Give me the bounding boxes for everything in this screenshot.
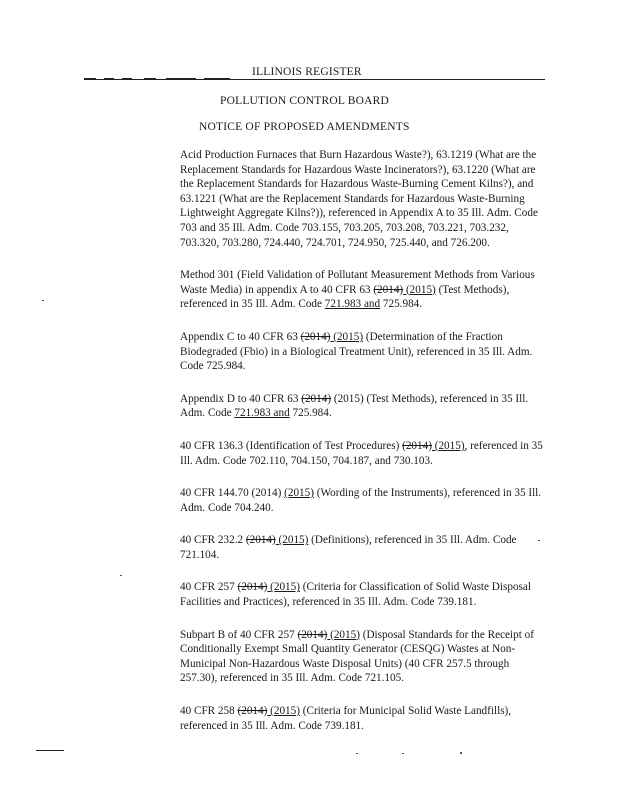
deleted-text: (2014) (245, 534, 276, 547)
scan-speck (460, 752, 462, 754)
deleted-text: (2014) (300, 330, 331, 343)
paragraph (180, 148, 546, 250)
inserted-text: (2015) (267, 581, 300, 594)
paragraph (180, 392, 546, 421)
paragraph (180, 330, 546, 374)
inserted-text: (2015) (267, 705, 300, 718)
paragraph-text: Acid Production Furnaces that Burn Hazardous Waste?), 63.1219 (What are the Replacement Standards for Hazardous Waste Incinerators?), 63.1220 (What are the Replacement Standards for Hazardous Waste-Burning Cement Kilns?), and 63.1221 (What are the Replacement Standards for Hazardous Waste-Burning Lightweight Aggregate Kilns?)), referenced in Appendix A to 35 Ill. Adm. Code 703 and 35 Ill. Adm. Code 703.155, 703.205, 703.208, 703.221, 703.232, 703.320, 703.280, 724.440, 724.701, 724.950, 725.440, and 726.200. (180, 149, 538, 249)
scan-speck (538, 540, 540, 541)
inserted-text: (2015) (284, 487, 314, 500)
inserted-text: (2015) (275, 534, 309, 547)
document-body (180, 148, 546, 751)
inserted-text: 721.983 and (324, 298, 381, 311)
notice-title: NOTICE OF PROPOSED AMENDMENTS (199, 121, 410, 133)
paragraph-text: (Criteria for Classification of Solid Waste Disposal Facilities and Practices), referenced in 35 Ill. Adm. Code 739.181. (180, 581, 531, 609)
deleted-text: (2014) (301, 392, 332, 405)
paragraph-text: 40 CFR 258 (180, 705, 238, 718)
inserted-text: (2015) (431, 439, 465, 452)
paragraph-text: 40 CFR 232.2 (180, 534, 246, 547)
scan-speck (42, 300, 44, 301)
board-title: POLLUTION CONTROL BOARD (220, 95, 390, 107)
inserted-text: 721.983 and (234, 407, 290, 420)
deleted-text: (2014) (237, 581, 268, 594)
paragraph (180, 580, 546, 609)
paragraph-text: Appendix C to 40 CFR 63 (180, 330, 301, 343)
paragraph-text: (Criteria for Municipal Solid Waste Landfills), referenced in 35 Ill. Adm. Code 739.181. (180, 705, 512, 732)
deleted-text: (2014) (402, 439, 432, 452)
deleted-text: (2014) (297, 628, 328, 641)
footer-rule (36, 750, 64, 751)
header-rule (84, 79, 545, 80)
paragraph (180, 533, 546, 562)
paragraph-text: 40 CFR 257 (180, 581, 238, 594)
paragraph-text: Method 301 (Field Validation of Pollutant Measurement Methods from Various Waste Media) in appendix A to 40 CFR 63 (180, 269, 535, 296)
deleted-text: (2014) (373, 283, 404, 296)
scan-speck (356, 753, 358, 754)
paragraph-text: Appendix D to 40 CFR 63 (180, 392, 302, 405)
inserted-text: (2015) (330, 330, 364, 343)
paragraph (180, 704, 546, 733)
paragraph-text: Subpart B of 40 CFR 257 (180, 628, 298, 641)
paragraph (180, 486, 546, 515)
inserted-text: (2015) (403, 283, 436, 296)
paragraph (180, 268, 546, 312)
paragraph-text: 40 CFR 144.70 (2014) (180, 487, 285, 500)
paragraph-text: (Disposal Standards for the Receipt of Conditionally Exempt Small Quantity Generator (CESQG) Wastes at Non-Municipal Non-Hazardous Waste Disposal Units) (40 CFR 257.5 through 257.30), referenced in 35 Ill. Adm. Code 721.105. (180, 628, 534, 685)
scan-speck (120, 575, 122, 576)
paragraph (180, 439, 546, 468)
paragraph-text: 725.984. (289, 407, 332, 420)
register-title: ILLINOIS REGISTER (252, 66, 362, 78)
inserted-text: (2015) (327, 628, 360, 641)
paragraph-text: , referenced in 35 Ill. Adm. Code 702.110, 704.150, 704.187, and 730.103. (180, 439, 543, 467)
paragraph-text: (Determination of the Fraction Biodegraded (Fbio) in a Biological Treatment Unit), referenced in 35 Ill. Adm. Code 725.984. (180, 330, 533, 373)
paragraph-text: 40 CFR 136.3 (Identification of Test Procedures) (180, 439, 403, 452)
paragraph-text: (Wording of the Instruments), referenced in 35 Ill. Adm. Code 704.240. (180, 487, 542, 514)
paragraph-text: (Test Methods), referenced in 35 Ill. Adm. Code (180, 283, 510, 311)
paragraph-text: (Definitions), referenced in 35 Ill. Adm. Code 721.104. (180, 534, 517, 561)
paragraph-text: 725.984. (380, 298, 423, 311)
deleted-text: (2014) (237, 705, 268, 718)
paragraph-text: (2015) (Test Methods), referenced in 35 Ill. Adm. Code (180, 392, 529, 420)
scan-speck (402, 753, 404, 754)
paragraph (180, 628, 546, 686)
